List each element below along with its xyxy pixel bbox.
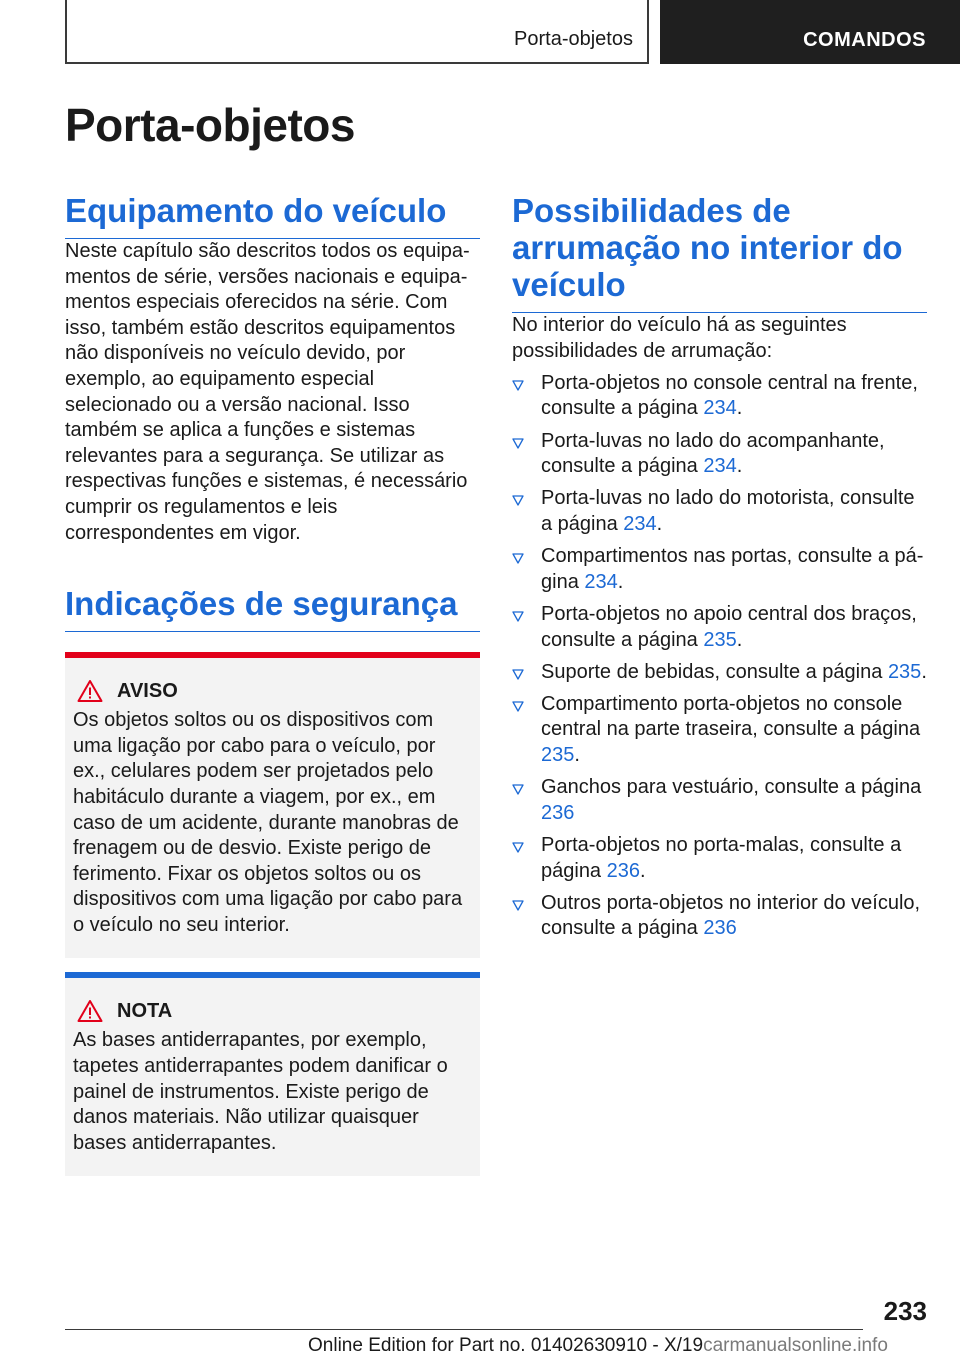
page-link[interactable]: 235 — [703, 628, 737, 651]
triangle-bullet-icon — [512, 611, 524, 622]
header-chapter-tab — [660, 0, 960, 64]
page-link[interactable]: 234 — [703, 455, 737, 478]
list-item: Porta-objetos no porta-malas, consulte a página 236. — [512, 833, 927, 884]
warning-text: Os objetos soltos ou os dispositivos com uma ligação por cabo para o veículo, por ex., celulares podem ser projetados pelo habitáculo durante a viagem, por ex., em caso de um acidente, durante manobras de frenagem ou de desvio. Existe perigo de ferimento. Fixar os objetos soltos ou os dispositivos com uma ligação por cabo para o veículo no seu interior. — [73, 709, 463, 936]
header-chapter-title: COMANDOS — [803, 29, 926, 51]
page-link[interactable]: 235 — [887, 660, 922, 683]
warning-label: AVISO — [117, 679, 178, 702]
note-header — [73, 998, 473, 1024]
footer-divider — [65, 1329, 863, 1330]
heading-safety: Indicações de segurança — [65, 585, 480, 632]
note-box — [65, 972, 480, 1176]
warning-box — [65, 652, 480, 958]
page-link[interactable]: 234 — [703, 397, 737, 420]
list-item: Compartimento porta-objetos no console central na parte traseira, consulte a página 235. — [512, 692, 927, 769]
list-item: Porta-luvas no lado do acompanhante, consulte a página 234. — [512, 429, 927, 480]
page-link[interactable]: 234 — [584, 570, 618, 593]
triangle-bullet-icon — [512, 784, 524, 795]
note-text: As bases antiderrapantes, por exemplo, tapetes antiderrapantes podem danificar o painel de instrumentos. Existe perigo de danos materiais. Não utilizar quaisquer bases antiderrapantes. — [73, 1029, 448, 1154]
header-section-tab — [65, 0, 649, 64]
page-number: 233 — [883, 1296, 927, 1326]
list-item: Porta-objetos no console central na frente, consulte a página 234. — [512, 371, 927, 422]
page-title: Porta-objetos — [65, 99, 355, 151]
equipment-intro: Neste capítulo são descritos todos os equipamentos de série, versões nacionais e equipamentos especiais oferecidos na série. Com isso, também estão descritos equipamentos não disponíveis no veículo devido, por exemplo, ao equipamento especial selecionado ou a versão nacional. Isso também se aplica a funções e sistemas relevantes para a segurança. Se utilizar as respectivas funções e sistemas, é necessário cumprir os regulamentos e leis correspondentes em vigor. — [65, 240, 470, 544]
triangle-bullet-icon — [512, 701, 524, 712]
triangle-bullet-icon — [512, 553, 524, 564]
triangle-bullet-icon — [512, 495, 524, 506]
warning-triangle-icon — [77, 679, 103, 703]
warning-header — [73, 678, 473, 704]
list-item: Porta-luvas no lado do motorista, consulte a página 234. — [512, 486, 927, 537]
triangle-bullet-icon — [512, 900, 524, 911]
edition-text: Online Edition for Part no. 01402630910 - X/19 — [308, 1335, 704, 1356]
page-link[interactable]: 235 — [541, 744, 575, 767]
page-link[interactable]: 236 — [541, 801, 575, 824]
warning-triangle-icon — [77, 999, 103, 1023]
triangle-bullet-icon — [512, 842, 524, 853]
storage-intro: No interior do veículo há as seguintes possibilidades de arrumação: — [512, 314, 847, 362]
page-link[interactable]: 236 — [703, 917, 737, 940]
right-column — [512, 192, 927, 942]
list-item: Suporte de bebidas, consulte a página 235. — [512, 660, 927, 686]
triangle-bullet-icon — [512, 438, 524, 449]
list-item: Ganchos para vestuário, consulte a página 236 — [512, 775, 927, 826]
heading-storage: Possibilidades de arrumação no interior do veículo — [512, 192, 927, 313]
watermark-text: carmanualsonline.info — [703, 1335, 888, 1356]
list-item: Porta-objetos no apoio central dos braços, consulte a página 235. — [512, 602, 927, 653]
triangle-bullet-icon — [512, 669, 524, 680]
left-column — [65, 192, 480, 1176]
note-label: NOTA — [117, 999, 173, 1022]
page-link[interactable]: 234 — [623, 512, 657, 535]
list-item: Compartimentos nas portas, consulte a página 234. — [512, 544, 927, 595]
storage-list — [512, 371, 927, 942]
heading-equipment: Equipamento do veículo — [65, 192, 480, 239]
footer-edition — [308, 1335, 888, 1357]
page-link[interactable]: 236 — [606, 859, 640, 882]
list-item: Outros porta-objetos no interior do veículo, consulte a página 236 — [512, 891, 927, 942]
header-section-title: Porta-objetos — [514, 28, 633, 50]
triangle-bullet-icon — [512, 380, 524, 391]
